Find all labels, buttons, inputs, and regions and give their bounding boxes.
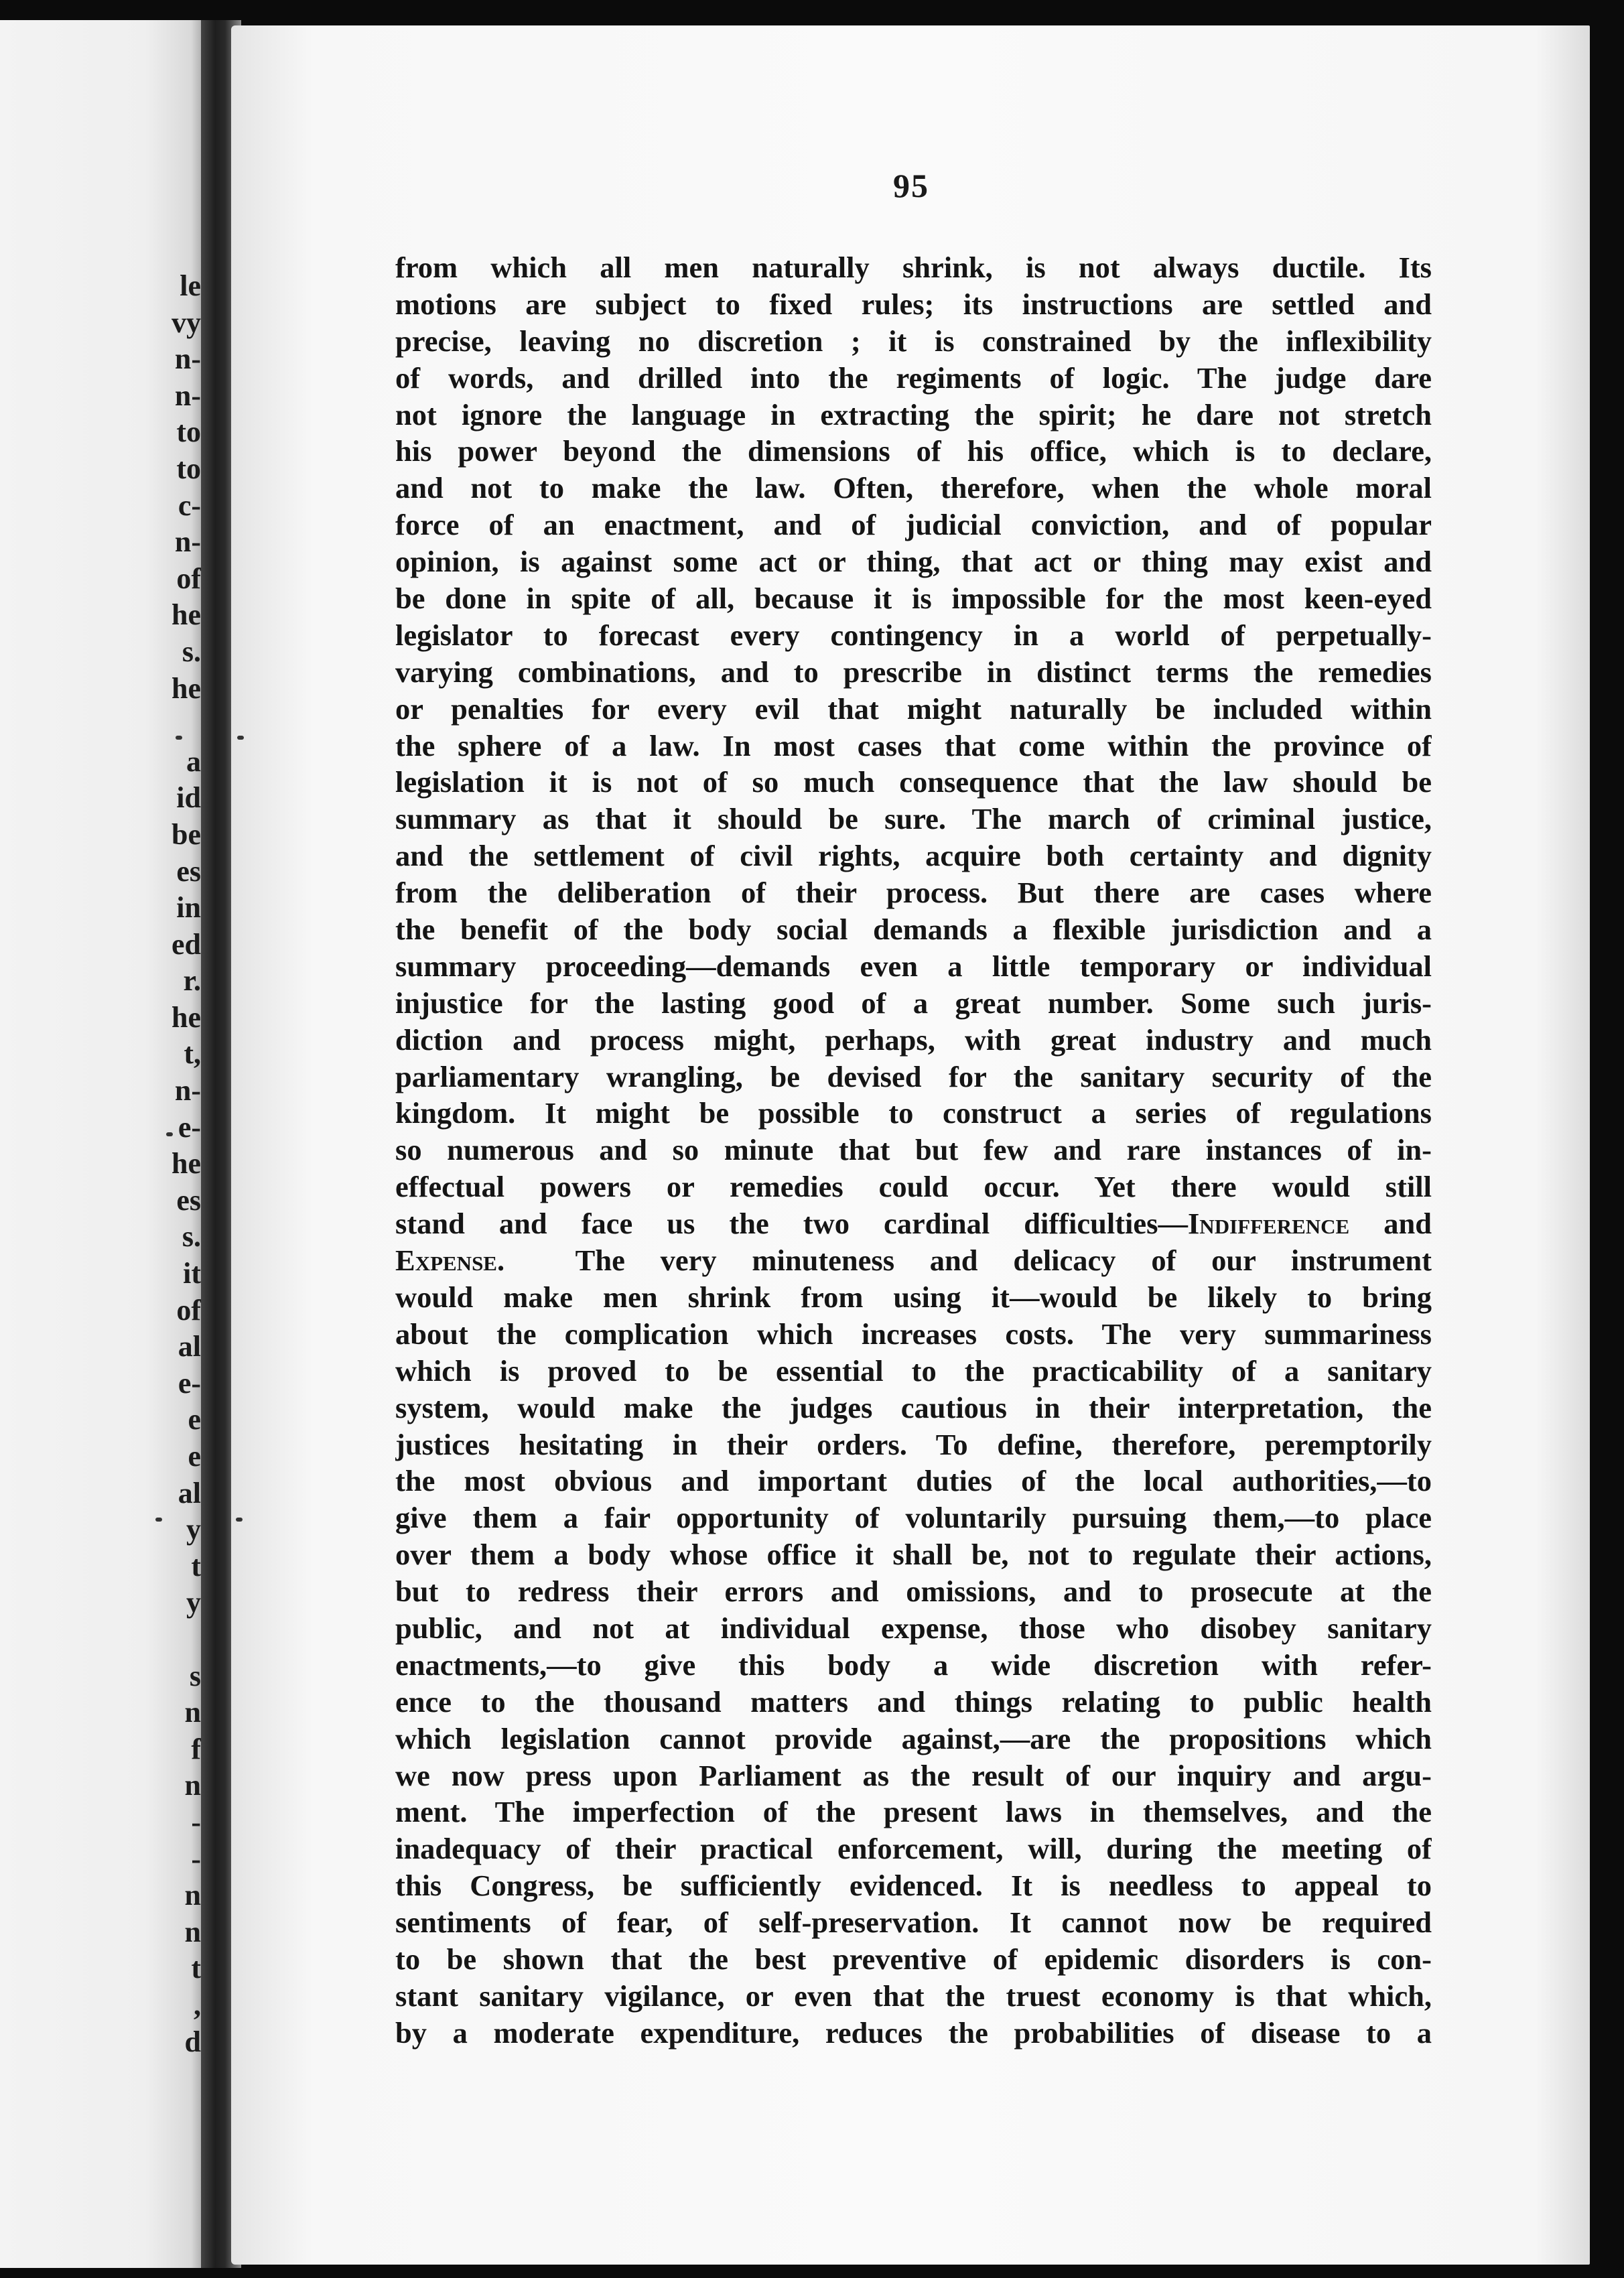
left-page-fragment: e xyxy=(188,1440,201,1473)
left-page-fragment: n- xyxy=(174,379,201,412)
left-page-fragment: id xyxy=(176,781,201,815)
left-page-fragment: r. xyxy=(183,964,201,998)
text-line: over them a body whose office it shall be, not to regulate their actions, xyxy=(395,1538,1432,1572)
text-line: kingdom. It might be possible to construct a series of regulations xyxy=(395,1096,1432,1130)
left-page-fragment: e- xyxy=(178,1366,201,1400)
left-page-fragment: in xyxy=(176,891,201,925)
text-fragment: and xyxy=(1383,1207,1432,1241)
left-page-fragment: c- xyxy=(178,488,201,522)
text-line: stant sanitary vigilance, or even that the truest economy is that which, xyxy=(395,1979,1432,2013)
left-page-fragment: n xyxy=(184,1696,201,1729)
left-page-fragment: ed xyxy=(172,927,201,961)
text-line: ence to the thousand matters and things relating to public health xyxy=(395,1684,1432,1719)
text-line: injustice for the lasting good of a great number. Some such juris- xyxy=(395,986,1432,1020)
left-page-fragment: t xyxy=(191,1549,201,1583)
text-line: inadequacy of their practical enforcement, will, during the meeting of xyxy=(395,1832,1432,1866)
left-page-fragment: to xyxy=(176,415,201,449)
left-page-fragment: be xyxy=(172,817,201,851)
left-page-fragment: to xyxy=(176,452,201,485)
left-page-fragment: s. xyxy=(182,634,201,668)
left-page-fragment: y xyxy=(186,1586,201,1619)
left-page-fragment: of xyxy=(176,561,201,595)
text-line: give them a fair opportunity of voluntarily pursuing them,—to place xyxy=(395,1501,1432,1535)
text-line: enactments,—to give this body a wide discretion with refer- xyxy=(395,1648,1432,1682)
text-line: but to redress their errors and omissions, and to prosecute at the xyxy=(395,1574,1432,1609)
text-line: ment. The imperfection of the present laws in themselves, and the xyxy=(395,1795,1432,1829)
text-fragment: stand and face us the two cardinal difficulties— xyxy=(395,1207,1188,1241)
text-line xyxy=(395,1205,1432,1242)
text-fragment: The very minuteness and delicacy of our instrument xyxy=(575,1244,1432,1278)
left-page-fragment: he xyxy=(172,671,201,705)
smallcaps-term-indifference: Indifference xyxy=(1187,1207,1350,1241)
text-line: the benefit of the body social demands a flexible jurisdiction and a xyxy=(395,913,1432,947)
text-line: or penalties for every evil that might naturally be included within xyxy=(395,691,1432,726)
left-page-fragment: e xyxy=(188,1403,201,1436)
text-line: varying combinations, and to prescribe in distinct terms the remedies xyxy=(395,655,1432,689)
text-line: precise, leaving no discretion ; it is constrained by the inflexibility xyxy=(395,324,1432,358)
scan-speck xyxy=(155,1518,162,1522)
text-line: summary proceeding—demands even a little temporary or individual xyxy=(395,949,1432,983)
scan-speck xyxy=(236,1518,243,1522)
text-line: so numerous and so minute that but few and rare instances of in- xyxy=(395,1133,1432,1167)
left-page-fragment xyxy=(0,707,201,744)
text-line xyxy=(395,1242,1432,1279)
text-line: effectual powers or remedies could occur. Yet there would still xyxy=(395,1170,1432,1204)
text-line: motions are subject to fixed rules; its instructions are settled and xyxy=(395,287,1432,321)
left-page-fragment: f xyxy=(191,1732,201,1765)
left-page-fragment: es xyxy=(176,1183,201,1217)
text-line: the sphere of a law. In most cases that come within the province of xyxy=(395,728,1432,762)
left-page-fragment: - xyxy=(191,1842,201,1875)
text-line: parliamentary wrangling, be devised for the sanitary security of the xyxy=(395,1059,1432,1093)
text-line: which legislation cannot provide against,—are the propositions which xyxy=(395,1721,1432,1755)
left-page-fragment: he xyxy=(172,1147,201,1181)
left-page-fragment: s. xyxy=(182,1220,201,1254)
scan-speck xyxy=(176,736,182,740)
left-page-fragment: le xyxy=(180,269,201,302)
text-line: the most obvious and important duties of the local authorities,—to xyxy=(395,1464,1432,1498)
left-page-fragment: n- xyxy=(174,525,201,559)
text-line: not ignore the language in extracting the spirit; he dare not stretch xyxy=(395,397,1432,431)
text-line: justices hesitating in their orders. To define, therefore, peremptorily xyxy=(395,1427,1432,1461)
text-line: by a moderate expenditure, reduces the probabilities of disease to a xyxy=(395,2015,1432,2050)
text-line: opinion, is against some act or thing, that act or thing may exist and xyxy=(395,545,1432,579)
text-line: summary as that it should be sure. The march of criminal justice, xyxy=(395,802,1432,836)
left-page-fragment: n xyxy=(184,1915,201,1948)
left-page-fragment: vy xyxy=(172,306,201,339)
left-page-fragment: n xyxy=(184,1879,201,1912)
text-line: would make men shrink from using it—would be likely to bring xyxy=(395,1280,1432,1314)
left-facing-page xyxy=(0,20,208,2268)
text-line: which is proved to be essential to the practicability of a sanitary xyxy=(395,1353,1432,1388)
text-line: public, and not at individual expense, those who disobey sanitary xyxy=(395,1611,1432,1645)
text-line: to be shown that the best preventive of epidemic disorders is con- xyxy=(395,1942,1432,1976)
scan-speck xyxy=(166,1132,173,1136)
left-page-fragment xyxy=(0,1621,201,1658)
left-page-fragment: y xyxy=(186,1513,201,1546)
text-line: force of an enactment, and of judicial conviction, and of popular xyxy=(395,508,1432,542)
text-line: diction and process might, perhaps, with great industry and much xyxy=(395,1022,1432,1057)
text-line: this Congress, be sufficiently evidenced. It is needless to appeal to xyxy=(395,1869,1432,1903)
text-line: from which all men naturally shrink, is not always ductile. Its xyxy=(395,251,1432,284)
scan-speck xyxy=(237,736,244,740)
text-line: and the settlement of civil rights, acquire both certainty and dignity xyxy=(395,839,1432,873)
page-number: 95 xyxy=(893,167,929,204)
page-body-text xyxy=(395,249,1432,2052)
text-line: about the complication which increases costs. The very summariness xyxy=(395,1317,1432,1351)
left-page-fragment: of xyxy=(176,1293,201,1327)
left-page-fragment: a xyxy=(186,744,201,778)
text-line: from the deliberation of their process. But there are cases where xyxy=(395,876,1432,910)
left-page-fragment: , xyxy=(194,1988,201,2021)
text-line: legislation it is not of so much consequence that the law should be xyxy=(395,765,1432,799)
smallcaps-term-expense: Expense. xyxy=(395,1244,505,1278)
text-line: and not to make the law. Often, therefore, when the whole moral xyxy=(395,471,1432,505)
text-line: sentiments of fear, of self-preservation. It cannot now be required xyxy=(395,1905,1432,1940)
left-page-fragment: he xyxy=(172,1000,201,1034)
left-page-fragment: it xyxy=(183,1257,201,1290)
left-page-fragment: he xyxy=(172,598,201,632)
text-line: legislator to forecast every contingency in a world of perpetually- xyxy=(395,618,1432,652)
text-line: be done in spite of all, because it is impossible for the most keen-eyed xyxy=(395,582,1432,616)
left-page-fragment: al xyxy=(178,1330,201,1363)
text-line: his power beyond the dimensions of his office, which is to declare, xyxy=(395,434,1432,468)
left-page-fragment: n xyxy=(184,1769,201,1802)
left-page-fragment: - xyxy=(191,1805,201,1838)
left-page-fragment: t, xyxy=(184,1037,201,1071)
text-line: we now press upon Parliament as the result of our inquiry and argu- xyxy=(395,1758,1432,1792)
text-line: of words, and drilled into the regiments of logic. The judge dare xyxy=(395,360,1432,395)
left-page-text-fragments xyxy=(0,268,201,2060)
left-page-fragment: d xyxy=(184,2025,201,2058)
left-page-fragment: n- xyxy=(174,1074,201,1108)
left-page-fragment: e- xyxy=(178,1110,201,1144)
left-page-fragment: t xyxy=(191,1952,201,1985)
text-line: system, would make the judges cautious in their interpretation, the xyxy=(395,1390,1432,1424)
left-page-fragment: es xyxy=(176,854,201,888)
left-page-fragment: s xyxy=(189,1659,201,1692)
left-page-fragment: n- xyxy=(174,342,201,376)
left-page-fragment: al xyxy=(178,1476,201,1510)
